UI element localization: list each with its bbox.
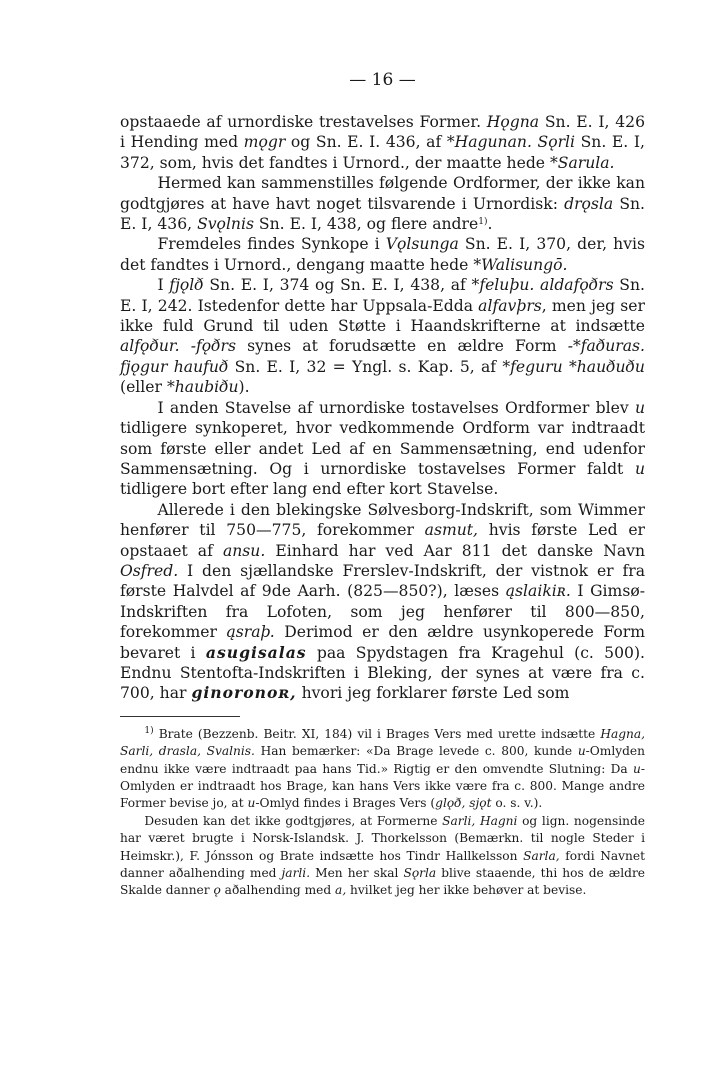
footnotes (120, 726, 645, 900)
footnote-fn1 (120, 726, 645, 813)
text-run: ǫ (213, 883, 221, 898)
text-run: drǫsla (564, 194, 614, 213)
text-run: asugisalas (205, 642, 307, 662)
paragraph-p2 (120, 173, 645, 234)
text-run: Sn. E. I, 436, (120, 194, 646, 234)
text-run: alfǫður. (120, 337, 180, 356)
text-run: Sn. E. I, 374 og Sn. E. I, 438, af (203, 276, 472, 295)
text-run: fjǫgur (120, 357, 168, 376)
text-run: ansu. (222, 541, 266, 560)
text-run: I (157, 276, 170, 295)
text-run: ). (238, 378, 250, 397)
text-run: Sn. E. I, 32 = Yngl. s. Kap. 5, af (228, 357, 503, 376)
text-run: Desuden kan det ikke godtgjøres, at Formerne (144, 813, 443, 828)
text-run: jarli. (281, 866, 311, 881)
text-run: Fremdeles findes Synkope i (157, 235, 386, 254)
text-run: fjǫlð (169, 276, 204, 295)
text-run: I Gimsø-Indskriften fra Lofoten, som jeg henfører til 800—850, forekommer (120, 582, 645, 642)
text-run: -Omlyden endnu ikke være indtraadt paa hans Tid.» Rigtig er den omvendte Slutning: Da (120, 744, 645, 776)
paragraph-p1 (120, 112, 645, 173)
text-run: Men her skal (310, 866, 404, 881)
text-run: . (487, 215, 493, 234)
text-run: blive staaende, thi hos de ældre Skalde danner (120, 866, 646, 898)
text-run: -*faðuras. (567, 337, 645, 356)
text-run: Sn. E. I, 438, og flere andre (253, 215, 479, 234)
footnote-divider (120, 716, 240, 717)
text-run: Hǫgna (486, 113, 540, 131)
text-run: *Walisungō. (473, 255, 568, 274)
paragraph-p5 (120, 398, 645, 500)
text-run: a, (335, 883, 347, 898)
text-run: *Hagunan. (446, 133, 532, 152)
text-run: Osfred. (120, 561, 179, 580)
text-run (180, 337, 191, 355)
text-run: Sarli, Hagni (442, 813, 518, 828)
text-run: ąslaikiʀ. (505, 582, 571, 601)
text-run: *feluþu. (471, 276, 535, 295)
text-run: *hauðuðu (568, 357, 645, 376)
text-run: ginoronoʀ, (191, 683, 297, 703)
text-run: haufuð (173, 357, 229, 376)
text-run: I anden Stavelse af urnordiske tostavelses Ordformer blev (157, 398, 635, 417)
text-run: Brate (Bezzenb. Beitr. XI, 184) vil i Brages Vers med urette indsætte (153, 726, 601, 741)
text-run: -Omlyd findes i Brages Vers ( (255, 796, 436, 811)
text-run: aldafǫðrs (540, 276, 614, 295)
paragraph-p6 (120, 500, 645, 704)
text-run: -fǫðrs (190, 337, 236, 356)
paragraph-p4 (120, 275, 645, 397)
page (120, 70, 645, 900)
footnote-marker: 1) (144, 725, 154, 736)
text-run: , men jeg ser ikke fuld Grund til uden Støtte i Haandskrifterne at indsætte (120, 296, 645, 336)
text-run: hvis første Led er opstaaet af (120, 521, 645, 560)
footnote-fn2 (120, 813, 645, 900)
text-run: Sǫrla (403, 866, 437, 881)
text-run: Derimod er den ældre usynkoperede Form bevaret i (120, 623, 645, 662)
text-run: I den sjællandske Frerslev-Indskrift, der vistnok er fra første Halvdel af 9de Aarh. (825—850?), læses (120, 561, 645, 601)
text-run: Svǫlnis (197, 215, 254, 234)
text-run: alfavþrs (478, 296, 542, 315)
text-run: asmut, (424, 521, 479, 540)
page-number: — 16 — (349, 70, 416, 90)
body-text (120, 112, 645, 704)
text-run: hvilket jeg her ikke behøver at bevise. (346, 883, 587, 898)
text-run: paa Spydstagen fra Kragehul (c. 500). Endnu Stentofta-Indskriften i Bleking, der synes at være fra c. 700, har (120, 643, 645, 703)
text-run: mǫgr (243, 133, 286, 152)
text-run: og lign. nogensinde har været brugte i Norsk-Islandsk. J. Thorkelsson (Bemærkn. til nogle Steder i Heimskr.), F. Jónsson og Brate indsætte hos Tindr Hallkelsson (120, 813, 645, 863)
text-run: hvori jeg forklarer første Led som (296, 684, 570, 703)
text-run: *haubiðu (166, 378, 239, 397)
text-run: Einhard har ved Aar 811 det danske Navn (265, 541, 645, 560)
text-run: u (634, 459, 645, 478)
text-run: aðalhending med (220, 883, 336, 898)
text-run: u (247, 796, 256, 811)
text-run: Hermed kan sammenstilles følgende Ordformer, der ikke kan godtgjøres at have havt noget tilsvarende i Urnordisk: (120, 174, 645, 213)
text-run: u (634, 398, 645, 417)
text-run: synes at forudsætte en ældre Form (235, 337, 568, 356)
text-run: Han bemærker: «Da Brage levede c. 800, kunde (254, 744, 578, 759)
text-run: Sn. E. I, 370, der, hvis det fandtes i Urnord., dengang maatte hede (120, 235, 645, 274)
text-run: Sn. E. I, 426 i Hending med (120, 113, 645, 152)
text-run: (eller (120, 378, 167, 397)
text-run: u (633, 761, 641, 776)
text-run: -Omlyden er indtraadt hos Brage, kan hans Vers ikke være fra c. 800. Mange andre Former bevise jo, at (120, 761, 645, 811)
text-run: tidligere synkoperet, hvor vedkommende Ordform var indtraadt som første eller andet Led af en Sammensætning, end udenfor Sammensætning. Og i urnordiske tostavelses Former faldt (120, 419, 645, 478)
text-run: *Sarula. (550, 153, 615, 172)
text-run: u (577, 744, 586, 759)
text-run: Sn. E. I, 242. Istedenfor dette har Uppsala-Edda (120, 276, 645, 315)
text-run: tidligere bort efter lang end efter kort Stavelse. (120, 480, 499, 499)
text-run: Allerede i den blekingske Sølvesborg-Indskrift, som Wimmer henfører til 750—775, forekommer (120, 500, 645, 540)
text-run: o. s. v.). (491, 796, 543, 811)
text-run: opstaaede af urnordiske trestavelses Former. (120, 113, 487, 131)
text-run: fordi Navnet danner aðalhending med (120, 848, 645, 881)
text-run: glǫð, sjǫt (435, 796, 492, 811)
text-run: Vǫlsunga (385, 235, 459, 254)
text-run: og Sn. E. I. 436, af (285, 133, 447, 152)
text-run: ąsraþ. (226, 623, 275, 642)
paragraph-p3 (120, 234, 645, 275)
text-run: Sǫrli (537, 133, 576, 152)
text-run: Sn. E. I, 372, som, hvis det fandtes i Urnord., der maatte hede (120, 133, 645, 172)
text-run: Sarla, (523, 848, 560, 863)
text-run: Hagna, Sarli, drasla, Svalnis. (120, 726, 645, 759)
text-run: *feguru (502, 357, 563, 376)
footnote-marker: 1) (478, 217, 488, 228)
